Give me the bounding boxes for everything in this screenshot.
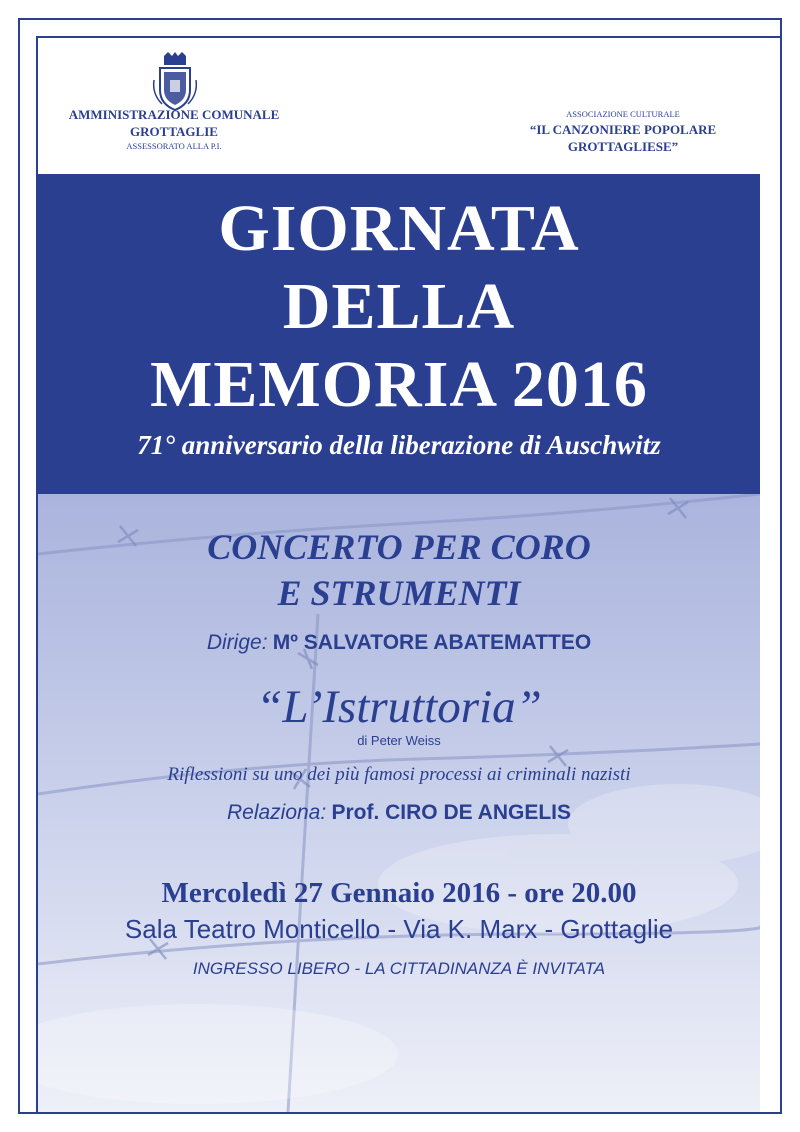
conductor-line — [38, 630, 760, 655]
municipality-block — [38, 106, 310, 152]
municipality-city: GROTTAGLIE — [130, 124, 218, 139]
association-name-line1: “IL CANZONIERE POPOLARE — [529, 122, 717, 137]
association-block — [508, 108, 738, 155]
title-line-2: DELLA — [282, 270, 516, 343]
work-author: di Peter Weiss — [357, 733, 441, 748]
coat-of-arms-icon — [150, 50, 200, 112]
concert-title — [38, 494, 760, 616]
speaker-label: Relaziona: — [226, 801, 327, 824]
poster-header — [38, 38, 760, 174]
poster — [38, 38, 760, 1112]
title-banner — [38, 174, 760, 494]
speaker-line — [38, 800, 760, 825]
work-title: “L’Istruttoria” — [256, 681, 542, 733]
event-details — [38, 494, 760, 979]
municipality-name: AMMINISTRAZIONE COMUNALE — [68, 107, 280, 122]
concert-title-line-2: E STRUMENTI — [277, 573, 521, 613]
event-section — [38, 494, 760, 1112]
entry-note: INGRESSO LIBERO - LA CITTADINANZA È INVITATA — [192, 959, 606, 978]
conductor-label: Dirige: — [206, 631, 268, 654]
title-line-3: MEMORIA 2016 — [150, 348, 648, 421]
association-type: ASSOCIAZIONE CULTURALE — [566, 109, 680, 119]
speaker-name: Prof. CIRO DE ANGELIS — [331, 801, 572, 824]
event-venue: Sala Teatro Monticello - Via K. Marx - Grottaglie — [124, 914, 674, 944]
municipality-department: ASSESSORATO ALLA P.I. — [126, 141, 222, 151]
association-name-line2: GROTTAGLIESE” — [567, 139, 679, 154]
work-description: Riflessioni su uno dei più famosi processi ai criminali nazisti — [167, 764, 631, 785]
title-line-1: GIORNATA — [218, 192, 580, 265]
banner-subtitle: 71° anniversario della liberazione di Auschwitz — [137, 430, 661, 460]
conductor-name: Mº SALVATORE ABATEMATTEO — [272, 631, 592, 654]
concert-title-line-1: CONCERTO PER CORO — [207, 527, 591, 567]
event-date-time: Mercoledì 27 Gennaio 2016 - ore 20.00 — [161, 877, 637, 909]
